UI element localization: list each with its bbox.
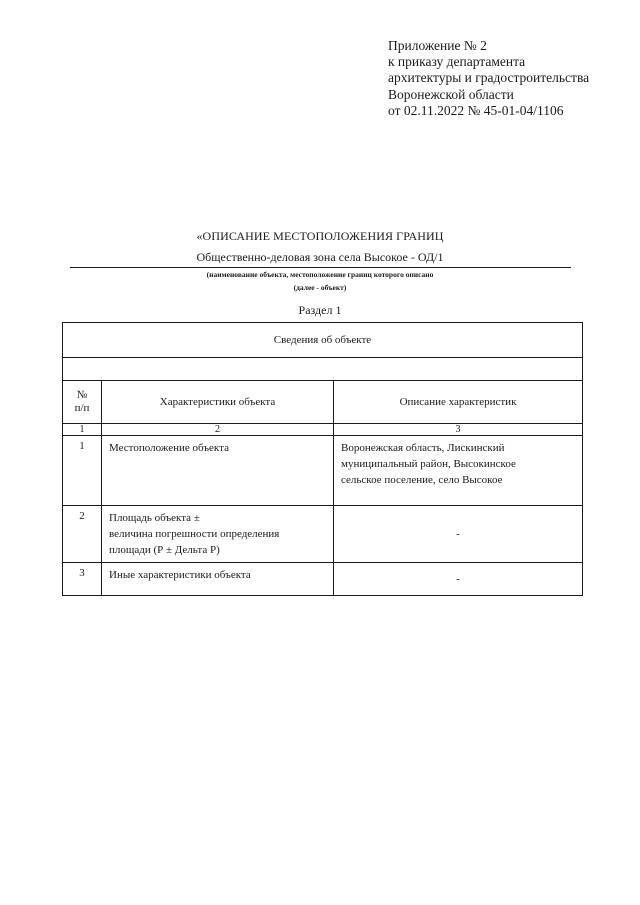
appendix-line: от 02.11.2022 № 45-01-04/1106 <box>388 102 564 118</box>
column-header-number <box>63 381 102 424</box>
column-header-characteristics: Характеристики объекта <box>102 381 334 424</box>
table-row <box>63 563 583 596</box>
characteristic-line: Площадь объекта ± <box>109 512 200 524</box>
caption-note: (наименование объекта, местоположение границ которого описано <box>206 270 434 279</box>
row-characteristic <box>102 436 334 506</box>
table-header: Сведения об объекте <box>63 323 583 358</box>
table-row <box>63 436 583 506</box>
column-header-row <box>63 381 583 424</box>
column-number: 3 <box>334 424 583 436</box>
column-header-description: Описание характеристик <box>334 381 583 424</box>
characteristic-line: Местоположение объекта <box>109 442 229 454</box>
row-number: 2 <box>63 506 102 563</box>
row-number: 1 <box>63 436 102 506</box>
caption-note-2: (далее - объект) <box>293 283 347 292</box>
appendix-block <box>388 38 589 119</box>
characteristic-line: площади (Р ± Дельта Р) <box>109 544 220 556</box>
description-line: сельское поселение, село Высокое <box>341 474 503 486</box>
characteristic-line: Иные характеристики объекта <box>109 569 251 581</box>
blank-row <box>63 358 583 381</box>
row-number: 3 <box>63 563 102 596</box>
column-number: 1 <box>63 424 102 436</box>
appendix-line: к приказу департамента <box>388 54 526 70</box>
object-info-table <box>62 322 583 596</box>
appendix-line: Воронежской области <box>388 86 514 102</box>
appendix-line: архитектуры и градостроительства <box>388 70 590 86</box>
row-description: - <box>334 506 583 563</box>
document-title: «ОПИСАНИЕ МЕСТОПОЛОЖЕНИЯ ГРАНИЦ <box>196 229 444 243</box>
header-number-sign: № <box>76 389 88 401</box>
column-number: 2 <box>102 424 334 436</box>
object-name: Общественно-деловая зона села Высокое - ОД/1 <box>196 250 444 264</box>
characteristic-line: величина погрешности определения <box>109 528 280 540</box>
row-characteristic <box>102 506 334 563</box>
header-number-abbr: п/п <box>74 402 90 414</box>
appendix-line: Приложение № 2 <box>388 38 487 53</box>
underline-rule <box>70 267 571 268</box>
table-row <box>63 506 583 563</box>
column-number-row <box>63 424 583 436</box>
row-description: - <box>334 563 583 596</box>
description-line: муниципальный район, Высокинское <box>341 458 516 470</box>
row-characteristic <box>102 563 334 596</box>
row-description <box>334 436 583 506</box>
description-line: Воронежская область, Лискинский <box>341 442 505 454</box>
section-title: Раздел 1 <box>298 303 342 317</box>
